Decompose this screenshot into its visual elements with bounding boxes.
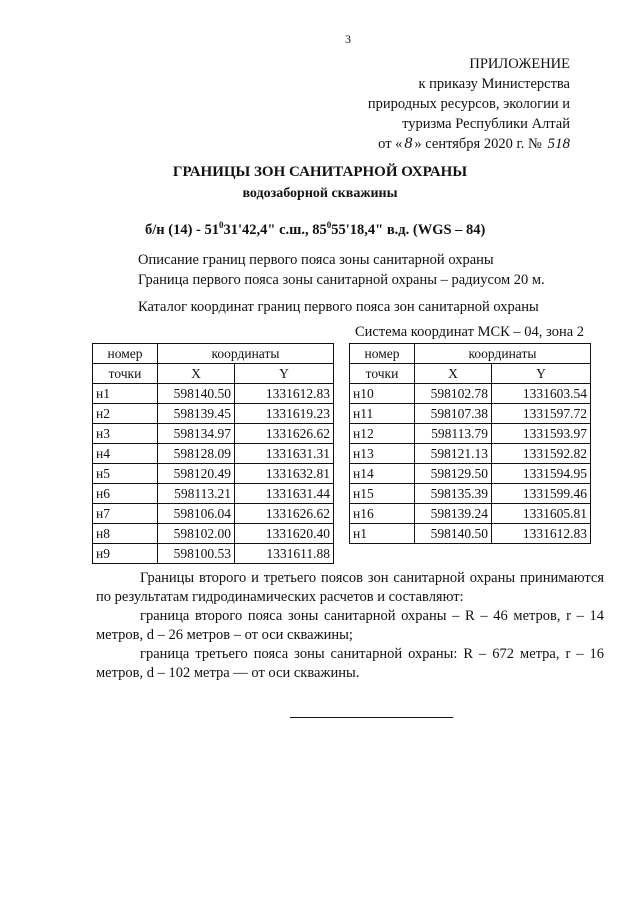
y-value-cell: 1331597.72	[492, 404, 591, 424]
table-row	[93, 484, 334, 504]
coords-part: 31'42,4" с.ш., 85	[223, 221, 327, 238]
y-value-cell: 1331605.81	[492, 504, 591, 524]
page-number: 3	[345, 32, 351, 46]
point-id-cell: н11	[350, 404, 415, 424]
first-zone-description	[138, 250, 545, 290]
header-point-label: точки	[93, 364, 158, 384]
catalog-title: Каталог координат границ первого пояса зон санитарной охраны	[138, 299, 539, 315]
degree-mark: 0	[326, 220, 332, 230]
header-y: Y	[492, 364, 591, 384]
coords-part: б/н (14) - 51	[145, 221, 219, 238]
y-value-cell: 1331632.81	[235, 464, 334, 484]
x-value-cell: 598140.50	[415, 524, 492, 544]
table-row	[350, 444, 591, 464]
y-value-cell: 1331592.82	[492, 444, 591, 464]
point-id-cell: н16	[350, 504, 415, 524]
x-value-cell: 598120.49	[158, 464, 235, 484]
table-row	[350, 404, 591, 424]
document-subtitle: водозаборной скважины	[242, 186, 398, 201]
table-row	[93, 504, 334, 524]
date-suffix: » сентября 2020 г. №	[414, 136, 542, 152]
header-x: X	[415, 364, 492, 384]
x-value-cell: 598140.50	[158, 384, 235, 404]
x-value-cell: 598135.39	[415, 484, 492, 504]
header-coordinates: координаты	[158, 344, 334, 364]
handwritten-order-number: 518	[547, 136, 570, 152]
point-id-cell: н1	[93, 384, 158, 404]
header-point-number: номер	[93, 344, 158, 364]
x-value-cell: 598113.79	[415, 424, 492, 444]
table-row	[93, 424, 334, 444]
table-row	[93, 544, 334, 564]
header-point-label: точки	[350, 364, 415, 384]
x-value-cell: 598107.38	[415, 404, 492, 424]
degree-mark: 0	[219, 220, 224, 230]
y-value-cell: 1331612.83	[492, 524, 591, 544]
appendix-line: к приказу Министерства	[418, 76, 570, 92]
zones-description	[96, 569, 604, 683]
point-id-cell: н1	[350, 524, 415, 544]
table-row	[93, 524, 334, 544]
table-row	[350, 504, 591, 524]
y-value-cell: 1331626.62	[235, 504, 334, 524]
second-zone-text: граница второго пояса зоны санитарной охраны – R – 46 метров, r – 14 метров, d – 26 метров – от оси скважины;	[96, 608, 604, 643]
point-id-cell: н4	[93, 444, 158, 464]
y-value-cell: 1331593.97	[492, 424, 591, 444]
x-value-cell: 598102.00	[158, 524, 235, 544]
y-value-cell: 1331611.88	[235, 544, 334, 564]
closing-divider	[290, 717, 453, 718]
point-id-cell: н12	[350, 424, 415, 444]
handwritten-day: 8	[404, 135, 413, 152]
y-value-cell: 1331612.83	[235, 384, 334, 404]
point-id-cell: н10	[350, 384, 415, 404]
appendix-date-line	[368, 134, 570, 154]
table-row	[350, 424, 591, 444]
y-value-cell: 1331626.62	[235, 424, 334, 444]
appendix-line: туризма Республики Алтай	[402, 116, 570, 132]
table-row	[93, 444, 334, 464]
header-x: X	[158, 364, 235, 384]
table-row	[93, 384, 334, 404]
table-row	[93, 404, 334, 424]
table-row	[350, 484, 591, 504]
x-value-cell: 598102.78	[415, 384, 492, 404]
y-value-cell: 1331631.44	[235, 484, 334, 504]
header-y: Y	[235, 364, 334, 384]
table-row	[350, 464, 591, 484]
x-value-cell: 598106.04	[158, 504, 235, 524]
coords-part: 55'18,4" в.д. (WGS – 84)	[331, 221, 486, 238]
x-value-cell: 598129.50	[415, 464, 492, 484]
point-id-cell: н5	[93, 464, 158, 484]
y-value-cell: 1331620.40	[235, 524, 334, 544]
coordinates-table-left	[92, 343, 334, 564]
appendix-line: природных ресурсов, экологии и	[367, 96, 570, 112]
well-coordinates	[145, 220, 485, 239]
header-point-number: номер	[350, 344, 415, 364]
y-value-cell: 1331603.54	[492, 384, 591, 404]
document-title: ГРАНИЦЫ ЗОН САНИТАРНОЙ ОХРАНЫ	[172, 164, 468, 180]
x-value-cell: 598100.53	[158, 544, 235, 564]
point-id-cell: н3	[93, 424, 158, 444]
point-id-cell: н14	[350, 464, 415, 484]
point-id-cell: н2	[93, 404, 158, 424]
y-value-cell: 1331619.23	[235, 404, 334, 424]
date-prefix: от «	[378, 136, 403, 152]
table-row	[350, 384, 591, 404]
point-id-cell: н8	[93, 524, 158, 544]
coordinate-system: Система координат МСК – 04, зона 2	[355, 324, 585, 340]
description-line: Описание границ первого пояса зоны санитарной охраны	[138, 252, 494, 268]
point-id-cell: н6	[93, 484, 158, 504]
appendix-header	[368, 54, 570, 154]
point-id-cell: н9	[93, 544, 158, 564]
zones-intro: Границы второго и третьего поясов зон санитарной охраны принимаются по результатам гидродинамических расчетов и составляют:	[96, 570, 604, 605]
header-coordinates: координаты	[415, 344, 591, 364]
x-value-cell: 598121.13	[415, 444, 492, 464]
table-row	[350, 524, 591, 544]
x-value-cell: 598113.21	[158, 484, 235, 504]
x-value-cell: 598128.09	[158, 444, 235, 464]
y-value-cell: 1331599.46	[492, 484, 591, 504]
third-zone-text: граница третьего пояса зоны санитарной охраны: R – 672 метра, r – 16 метров, d – 102 метра — от оси скважины.	[96, 646, 604, 681]
coordinates-table-right	[349, 343, 591, 544]
y-value-cell: 1331631.31	[235, 444, 334, 464]
x-value-cell: 598139.24	[415, 504, 492, 524]
y-value-cell: 1331594.95	[492, 464, 591, 484]
x-value-cell: 598134.97	[158, 424, 235, 444]
point-id-cell: н7	[93, 504, 158, 524]
x-value-cell: 598139.45	[158, 404, 235, 424]
description-line: Граница первого пояса зоны санитарной охраны – радиусом 20 м.	[138, 272, 545, 288]
table-row	[93, 464, 334, 484]
appendix-title: ПРИЛОЖЕНИЕ	[469, 56, 570, 72]
point-id-cell: н15	[350, 484, 415, 504]
point-id-cell: н13	[350, 444, 415, 464]
